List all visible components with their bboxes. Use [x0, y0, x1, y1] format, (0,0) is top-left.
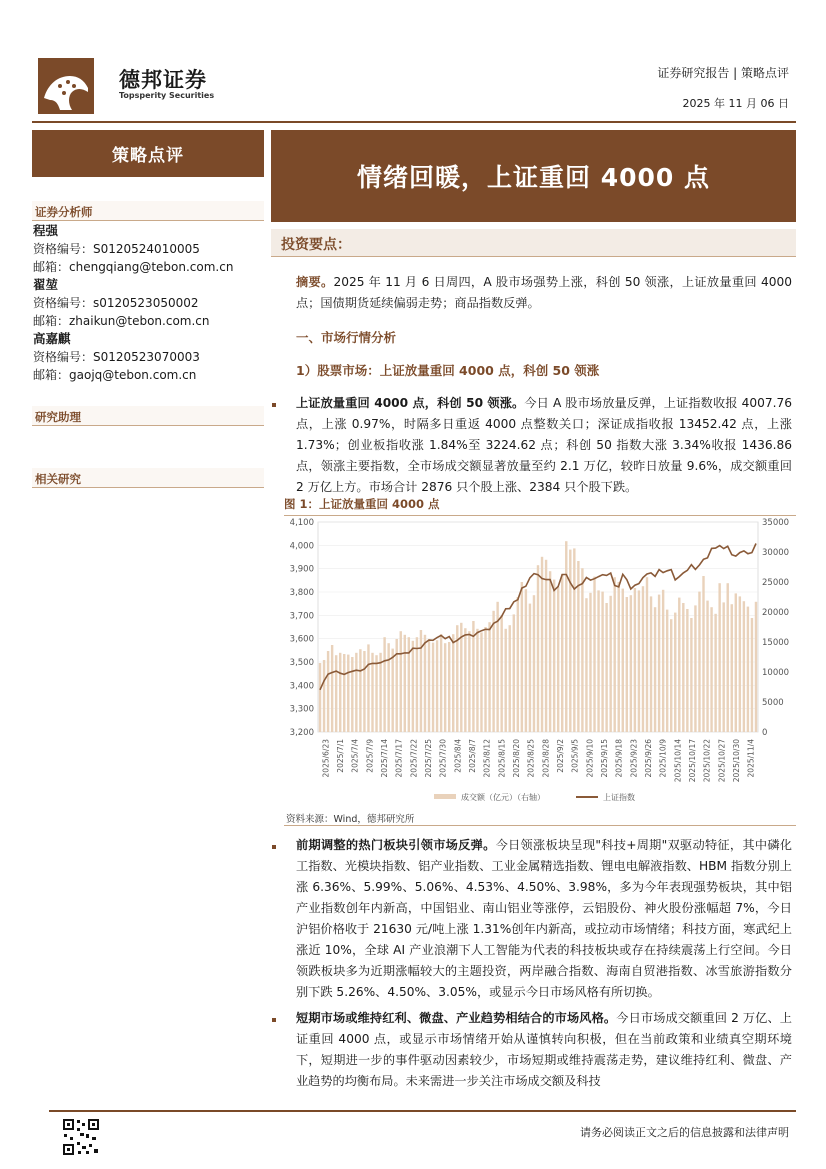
x-tick-label: 2025/8/7: [468, 739, 477, 773]
volume-bar: [476, 629, 478, 732]
volume-bar: [460, 623, 462, 732]
volume-bar: [646, 577, 648, 732]
index-volume-chart: [284, 514, 796, 810]
report-title: 情绪回暖，上证重回 4000 点: [271, 130, 796, 222]
volume-bar: [424, 635, 426, 732]
volume-bar: [670, 619, 672, 732]
volume-bar: [553, 580, 555, 732]
volume-bar: [517, 597, 519, 732]
left-axis: [290, 518, 314, 738]
volume-bar: [690, 618, 692, 732]
subsection-heading: 1）股票市场：上证放量重回 4000 点，科创 50 领涨: [296, 363, 600, 378]
volume-bar: [484, 627, 486, 732]
volume-bar: [585, 598, 587, 732]
volume-bar: [698, 592, 700, 732]
volume-bar: [428, 639, 430, 732]
volume-bar: [529, 604, 531, 732]
volume-bar: [537, 565, 539, 732]
volume-bar: [702, 576, 704, 732]
right-tick-label: 35000: [762, 518, 790, 528]
volume-bar: [400, 631, 402, 732]
volume-bar: [581, 568, 583, 732]
volume-bar: [654, 607, 656, 732]
figure-divider: [284, 825, 796, 826]
volume-bar: [504, 629, 506, 732]
volume-bar: [363, 651, 365, 732]
left-tick-label: 4,000: [289, 541, 314, 552]
volume-bar: [569, 550, 571, 732]
x-tick-label: 2025/10/30: [732, 739, 741, 783]
analyst-email[interactable]: 邮箱：gaojq@tebon.com.cn: [33, 368, 197, 382]
legend-swatch-volume: [434, 794, 456, 799]
volume-bar: [383, 637, 385, 732]
volume-bar: [682, 603, 684, 732]
volume-bar: [331, 645, 333, 732]
paragraph-lead: 前期调整的热门板块引领市场反弹。: [296, 838, 496, 852]
volume-bar: [634, 588, 636, 732]
volume-bar: [722, 602, 724, 732]
volume-bar: [436, 640, 438, 732]
x-tick-label: 2025/10/9: [658, 739, 668, 778]
x-tick-label: 2025/7/25: [424, 739, 433, 778]
analyst-cert: 资格编号：S0120523070003: [33, 350, 200, 364]
volume-bar: [593, 577, 595, 732]
left-tick-label: 3,500: [289, 658, 314, 668]
volume-bar: [662, 590, 664, 732]
volume-bar: [440, 634, 442, 732]
left-tick-label: 3,800: [289, 588, 314, 598]
x-tick-label: 2025/10/27: [717, 739, 727, 783]
related-research-heading[interactable]: 相关研究: [32, 468, 264, 488]
x-axis: [321, 739, 755, 782]
figure-source: 资料来源：Wind，德邦研究所: [286, 814, 415, 825]
volume-bar: [404, 635, 406, 732]
volume-bar: [412, 641, 414, 732]
volume-bar: [706, 601, 708, 732]
x-tick-label: 2025/7/4: [350, 739, 360, 773]
right-tick-label: 0: [762, 728, 768, 738]
volume-bar: [351, 657, 353, 732]
right-tick-label: 5000: [762, 698, 784, 708]
paragraph-text: 今日领涨板块呈现"科技+周期"双驱动特征，其中磷化工指数、光模块指数、铝产业指数、工业金属精选指数、锂电电解液指数、HBM 指数分别上涨 6.36%、5.99%、5.06%、4.53%、4.50%、3.98%，多为今年表现强势板块，其中铝产业指数创年内新高，中国铝业、南山铝业等涨停，云铝股份、神火股份涨幅超 7%，今日沪铝价格收于 21630 元/吨上涨 1.31%创年内新高，或拉动市场情绪；科技方面，寒武纪上涨近 10%，全球 AI 产业浪潮下人工智能为代表的科技板块或存在持续震荡上行空间。今日领跌板块多为近期涨幅较大的主题投资，两岸融合指数、海南自贸港指数、冰雪旅游指数分别下跌 5.26%、4.50%、3.05%，或显示今日市场风格有所切换。: [296, 838, 792, 999]
volume-bar: [755, 602, 757, 732]
volume-bar: [561, 574, 563, 732]
left-tick-label: 3,900: [289, 564, 314, 575]
x-tick-label: 2025/7/17: [394, 739, 404, 778]
volume-bar: [327, 651, 329, 732]
volume-bar: [396, 639, 398, 732]
volume-bar: [367, 644, 369, 732]
left-tick-label: 3,700: [289, 611, 314, 622]
header-divider: [32, 121, 796, 123]
company-logo: [38, 58, 94, 114]
report-category: 策略点评: [32, 130, 264, 177]
volume-bar: [565, 541, 567, 732]
analyst-name: 高嘉麒: [33, 331, 71, 346]
volume-bar: [743, 601, 745, 732]
x-tick-label: 2025/8/4: [453, 739, 463, 773]
volume-bar: [739, 596, 741, 732]
volume-bar: [674, 613, 676, 732]
analyst-cert: 资格编号：s0120523050002: [33, 296, 199, 310]
paragraph-lead: 上证放量重回 4000 点，科创 50 领涨。: [296, 396, 525, 410]
key-points-heading: 投资要点：: [271, 229, 796, 257]
volume-bar: [589, 593, 591, 732]
x-tick-label: 2025/8/15: [497, 739, 507, 778]
volume-bar: [339, 653, 341, 732]
bullet-marker: [272, 1018, 276, 1022]
x-tick-label: 2025/9/18: [614, 739, 624, 778]
x-tick-label: 2025/8/28: [541, 739, 551, 778]
figure-caption: 图 1：上证放量重回 4000 点: [284, 496, 796, 516]
brand-name-en: Topsperity Securities: [119, 91, 215, 100]
volume-bar: [379, 653, 381, 732]
x-tick-label: 2025/10/17: [688, 739, 697, 783]
x-tick-label: 2025/7/1: [336, 739, 345, 773]
volume-bar: [375, 655, 377, 732]
legend-label-volume: 成交额（亿元）（右轴）: [461, 793, 545, 802]
volume-bars: [319, 541, 757, 732]
analyst-email[interactable]: 邮箱：chengqiang@tebon.com.cn: [33, 260, 234, 274]
section-heading: 一、市场行情分析: [296, 330, 397, 345]
volume-bar: [731, 604, 733, 732]
volume-bar: [521, 582, 523, 732]
volume-bar: [359, 649, 361, 732]
volume-bar: [480, 632, 482, 732]
volume-bar: [710, 607, 712, 732]
volume-bar: [541, 557, 543, 732]
volume-bar: [319, 663, 321, 732]
volume-bar: [751, 618, 753, 732]
volume-bar: [464, 628, 466, 732]
volume-bar: [666, 610, 668, 732]
volume-bar: [642, 586, 644, 732]
x-tick-label: 2025/10/14: [673, 739, 683, 783]
footer-disclaimer: 请务必阅读正文之后的信息披露和法律声明: [580, 1126, 789, 1139]
bullet-marker: [272, 845, 276, 849]
x-tick-label: 2025/8/25: [526, 739, 536, 778]
left-tick-label: 4,100: [289, 518, 314, 528]
volume-bar: [613, 577, 615, 732]
report-date: 2025 年 11 月 06 日: [682, 97, 789, 110]
assistant-heading: 研究助理: [32, 406, 264, 426]
summary-paragraph: [296, 272, 792, 314]
volume-bar: [618, 582, 620, 732]
volume-bar: [735, 593, 737, 732]
volume-bar: [609, 596, 611, 732]
analyst-name: 翟堃: [33, 277, 59, 292]
analyst-card: [33, 222, 265, 276]
right-tick-label: 15000: [762, 638, 790, 648]
analyst-cert: 资格编号：S0120524010005: [33, 242, 200, 256]
analysts-heading: 证券分析师: [32, 201, 264, 221]
body-paragraph: [296, 835, 792, 1003]
volume-bar: [416, 637, 418, 732]
body-paragraph: [296, 393, 792, 498]
volume-bar: [432, 643, 434, 732]
volume-bar: [533, 595, 535, 732]
volume-bar: [694, 605, 696, 732]
left-tick-label: 3,300: [289, 704, 314, 715]
volume-bar: [630, 595, 632, 732]
x-tick-label: 2025/9/23: [629, 739, 639, 778]
volume-bar: [597, 590, 599, 732]
x-tick-label: 2025/7/22: [409, 739, 419, 778]
volume-bar: [747, 607, 749, 732]
volume-bar: [371, 653, 373, 732]
body-paragraph: [296, 1008, 792, 1092]
summary-lead: 摘要。: [296, 275, 334, 289]
x-tick-label: 2025/9/5: [570, 739, 580, 773]
right-tick-label: 25000: [762, 578, 790, 588]
paragraph-text: 今日 A 股市场放量反弹，上证指数收报 4007.76 点，上涨 0.97%，时隔多日重返 4000 点整数关口；深证成指收报 13452.42 点，上涨 1.73%；创业板指收涨 1.84%至 3224.62 点；科创 50 指数大涨 3.34%收报 1436.86 点，领涨主要指数，全市场成交额显著放量至约 2.1 万亿，较昨日放量 9.6%，成交额重回 2 万亿上方。市场合计 2876 只个股上涨、2384 只个股下跌。: [296, 396, 792, 494]
volume-bar: [727, 583, 729, 732]
volume-bar: [323, 660, 325, 732]
volume-bar: [622, 589, 624, 732]
x-tick-label: 2025/9/10: [585, 739, 595, 778]
paragraph-text: 今日市场成交额重回 2 万亿、上证重回 4000 点，或显示市场情绪开始从谨慎转向积极，但在当前政策和业绩真空期环境下，短期进一步的事件驱动因素较少，市场短期或维持震荡走势，建议维持红利、微盘、产业趋势的均衡布局。未来需进一步关注市场成交额及科技: [296, 1011, 792, 1088]
volume-bar: [678, 598, 680, 732]
x-tick-label: 2025/8/12: [482, 739, 492, 778]
volume-bar: [472, 621, 474, 732]
right-tick-label: 20000: [762, 608, 790, 618]
volume-bar: [605, 603, 607, 732]
volume-bar: [488, 622, 490, 732]
bullet-marker: [272, 403, 276, 407]
left-tick-label: 3,600: [289, 634, 314, 645]
left-tick-label: 3,200: [289, 728, 314, 738]
x-tick-label: 2025/9/15: [600, 739, 609, 778]
analyst-card: [33, 330, 265, 384]
x-tick-label: 2025/11/4: [746, 739, 756, 778]
x-tick-label: 2025/7/14: [380, 739, 389, 778]
summary-text: 2025 年 11 月 6 日周四，A 股市场强势上涨，科创 50 领涨，上证放量重回 4000 点；国债期货延续偏弱走势；商品指数反弹。: [296, 275, 792, 310]
paragraph-lead: 短期市场或维持红利、微盘、产业趋势相结合的市场风格。: [296, 1011, 617, 1025]
x-tick-label: 2025/7/9: [365, 739, 375, 773]
volume-bar: [525, 589, 527, 732]
analyst-name: 程强: [33, 223, 59, 238]
volume-bar: [686, 609, 688, 732]
volume-bar: [601, 592, 603, 732]
legend-label-index: 上证指数: [603, 793, 635, 802]
x-tick-label: 2025/9/2: [556, 739, 565, 773]
volume-bar: [444, 643, 446, 732]
volume-bar: [448, 642, 450, 732]
x-tick-label: 2025/8/20: [512, 739, 521, 778]
report-type: 证券研究报告 | 策略点评: [657, 66, 789, 80]
right-tick-label: 10000: [762, 668, 790, 678]
volume-bar: [355, 653, 357, 732]
x-tick-label: 2025/6/23: [321, 739, 331, 778]
chart-legend: [434, 792, 635, 802]
right-tick-label: 30000: [762, 548, 790, 558]
volume-bar: [387, 643, 389, 732]
volume-bar: [500, 616, 502, 732]
volume-bar: [573, 548, 575, 732]
volume-bar: [335, 655, 337, 732]
volume-bar: [557, 587, 559, 732]
volume-bar: [650, 596, 652, 732]
volume-bar: [718, 583, 720, 732]
brand-name-cn: 德邦证券: [119, 68, 207, 92]
volume-bar: [545, 560, 547, 732]
volume-bar: [420, 630, 422, 732]
volume-bar: [658, 595, 660, 732]
analyst-email[interactable]: 邮箱：zhaikun@tebon.com.cn: [33, 314, 210, 328]
volume-bar: [626, 597, 628, 732]
volume-bar: [492, 611, 494, 732]
volume-bar: [343, 654, 345, 732]
analyst-card: [33, 276, 265, 330]
left-tick-label: 3,400: [289, 681, 314, 692]
volume-bar: [714, 614, 716, 732]
volume-bar: [513, 614, 515, 732]
footer-divider: [49, 1110, 796, 1112]
volume-bar: [391, 649, 393, 732]
volume-bar: [347, 655, 349, 732]
volume-bar: [452, 634, 454, 732]
qr-code-icon[interactable]: [62, 1118, 100, 1156]
x-tick-label: 2025/10/22: [702, 739, 712, 783]
volume-bar: [509, 625, 511, 732]
x-tick-label: 2025/9/26: [644, 739, 653, 778]
volume-bar: [638, 590, 640, 732]
x-tick-label: 2025/7/30: [438, 739, 448, 778]
volume-bar: [549, 571, 551, 732]
right-axis: [762, 518, 789, 738]
volume-bar: [468, 631, 470, 732]
